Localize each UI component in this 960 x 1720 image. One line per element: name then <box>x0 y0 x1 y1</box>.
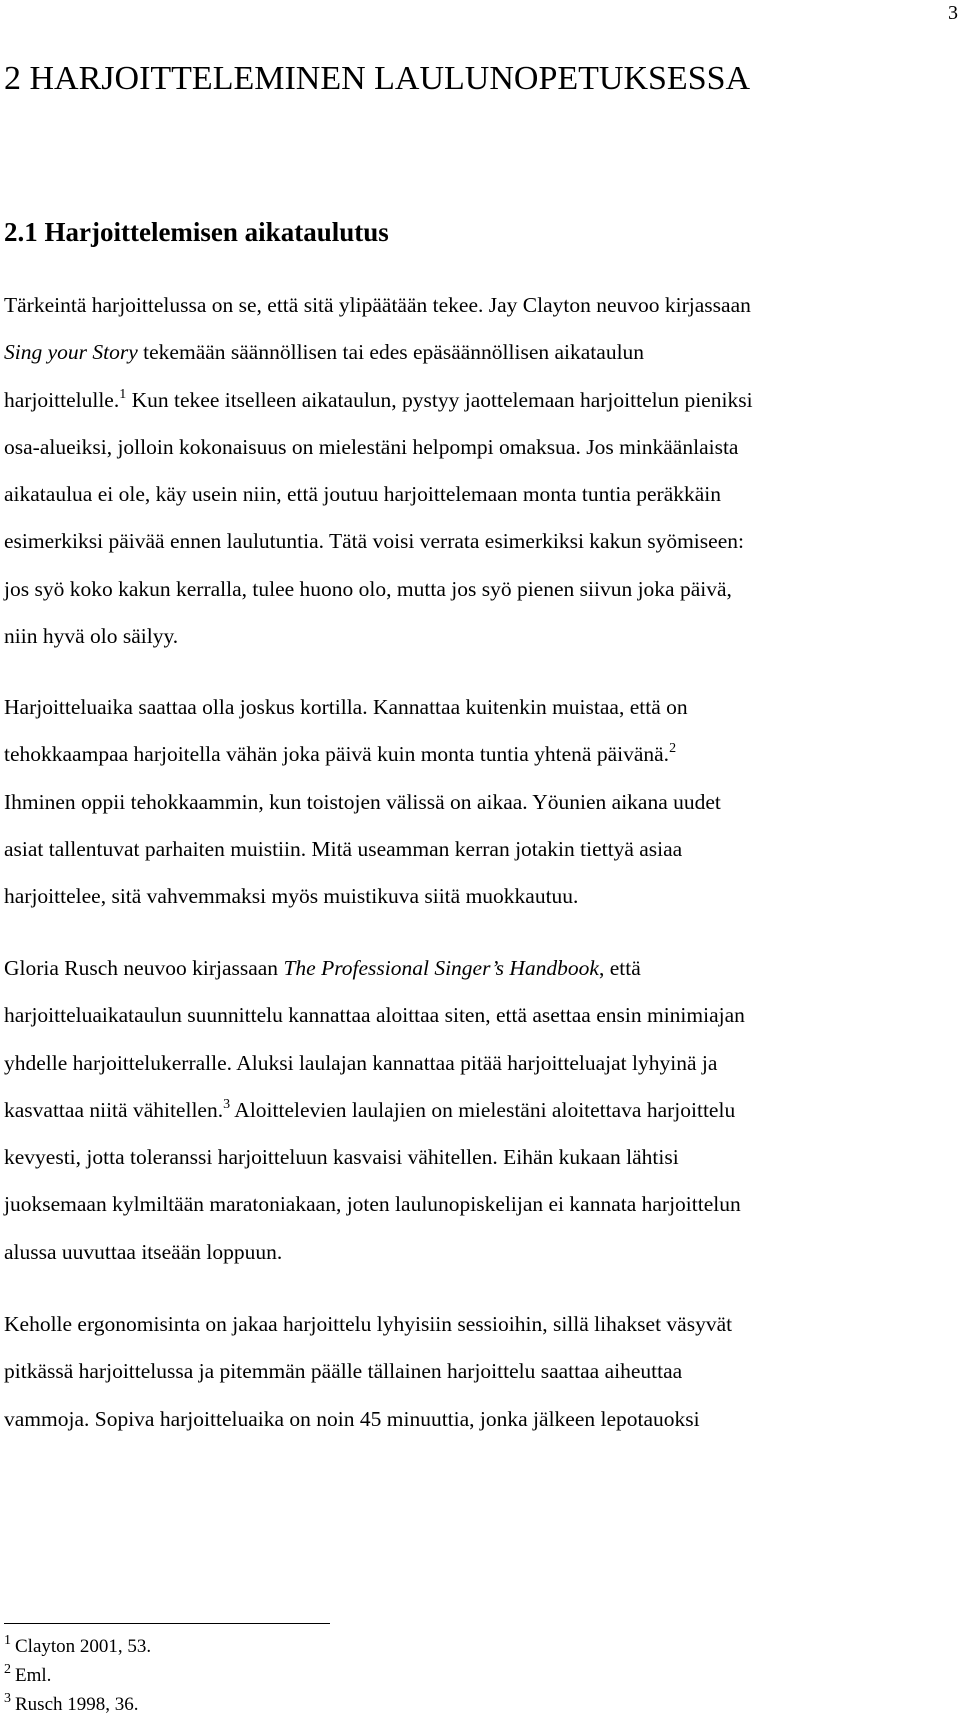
paragraph-line: esimerkiksi päivää ennen laulutuntia. Tätä voisi verrata esimerkiksi kakun syömiseen: <box>4 529 744 554</box>
footnote-marker: 1 <box>4 1633 11 1648</box>
page-number: 3 <box>948 2 958 24</box>
line-text: , että <box>598 956 641 980</box>
line-text: Kun tekee itselleen aikataulun, pystyy jaottelemaan harjoittelun pieniksi <box>126 387 753 412</box>
footnote <box>4 1633 151 1662</box>
paragraph-line: pitkässä harjoittelussa ja pitemmän päälle tällainen harjoittelu saattaa aiheuttaa <box>4 1359 683 1384</box>
book-title: Sing your Story <box>4 340 138 365</box>
line-text: tehokkaampaa harjoitella vähän joka päivä kuin monta tuntia yhtenä päivänä. <box>4 742 670 767</box>
paragraph-line: vammoja. Sopiva harjoitteluaika on noin 45 minuuttia, jonka jälkeen lepotauoksi <box>4 1406 700 1431</box>
section-title: 2.1 Harjoittelemisen aikataulutus <box>4 217 389 247</box>
paragraph-line: aikataulua ei ole, käy usein niin, että joutuu harjoittelemaan monta tuntia peräkkäin <box>4 482 722 507</box>
paragraph-line: Harjoitteluaika saattaa olla joskus kortilla. Kannattaa kuitenkin muistaa, että on <box>4 695 688 719</box>
paragraph-3 <box>4 945 956 1276</box>
line-text: harjoittelulle. <box>4 387 120 412</box>
paragraph-line: Keholle ergonomisinta on jakaa harjoittelu lyhyisiin sessioihin, sillä lihakset väsyvät <box>4 1312 733 1336</box>
paragraph-line: niin hyvä olo säilyy. <box>4 624 179 649</box>
footnote-text: Clayton 2001, 53. <box>15 1636 152 1657</box>
line-text: kasvattaa niitä vähitellen. <box>4 1097 224 1122</box>
line-text: Gloria Rusch neuvoo kirjassaan <box>4 956 284 980</box>
paragraph-line <box>4 1087 956 1134</box>
paragraph-line: asiat tallentuvat parhaiten muistiin. Mitä useamman kerran jotakin tiettyä asiaa <box>4 836 683 861</box>
footnote-reference[interactable]: 3 <box>223 1096 231 1112</box>
book-title: The Professional Singer’s Handbook <box>283 956 599 980</box>
footnotes <box>4 1633 151 1720</box>
paragraph-line: harjoittelee, sitä vahvemmaksi myös muistikuva siitä muokkautuu. <box>4 884 579 909</box>
paragraph-line: osa-alueiksi, jolloin kokonaisuus on mielestäni helpompi omaksua. Jos minkäänlaista <box>4 434 739 459</box>
chapter-title: 2 HARJOITTELEMINEN LAULUNOPETUKSESSA <box>4 60 751 97</box>
paragraph-1 <box>4 282 956 660</box>
line-text: tekemään säännöllisen tai edes epäsäännöllisen aikataulun <box>137 340 645 365</box>
paragraph-line: Tärkeintä harjoittelussa on se, että sitä ylipäätään tekee. Jay Clayton neuvoo kirjassaan <box>4 293 751 317</box>
paragraph-line: Ihminen oppii tehokkaammin, kun toistojen välissä on aikaa. Yöunien aikana uudet <box>4 789 721 814</box>
footnote-reference[interactable]: 2 <box>669 741 677 757</box>
footnote-text: Rusch 1998, 36. <box>15 1694 139 1715</box>
paragraph-line: kevyesti, jotta toleranssi harjoitteluun kasvaisi vähitellen. Eihän kukaan lähtisi <box>4 1145 679 1170</box>
paragraph-line <box>4 731 956 778</box>
footnote-marker: 3 <box>4 1691 11 1706</box>
paragraph-line <box>4 329 956 376</box>
paragraph-4 <box>4 1301 956 1443</box>
paragraph-line: jos syö koko kakun kerralla, tulee huono olo, mutta jos syö pienen siivun joka päivä, <box>4 576 732 601</box>
footnote-marker: 2 <box>4 1662 11 1677</box>
footnote-reference[interactable]: 1 <box>119 386 127 402</box>
paragraph-line: harjoitteluaikataulun suunnittelu kannattaa aloittaa siten, että asettaa ensin minimiajan <box>4 1003 745 1028</box>
footnote <box>4 1691 151 1720</box>
footnote-separator <box>4 1623 330 1624</box>
footnote-text: Eml. <box>15 1665 52 1686</box>
line-text: Aloittelevien laulajien on mielestäni aloitettava harjoittelu <box>230 1097 736 1122</box>
paragraph-line: yhdelle harjoittelukerralle. Aluksi laulajan kannattaa pitää harjoitteluajat lyhyinä ja <box>4 1050 718 1075</box>
footnote <box>4 1662 151 1691</box>
paragraph-line: juoksemaan kylmiltään maratoniakaan, joten laulunopiskelijan ei kannata harjoittelun <box>4 1192 741 1217</box>
paragraph-2 <box>4 684 956 920</box>
paragraph-line <box>4 377 956 424</box>
paragraph-line: alussa uuvuttaa itseään loppuun. <box>4 1239 283 1264</box>
paragraph-line <box>4 945 956 992</box>
